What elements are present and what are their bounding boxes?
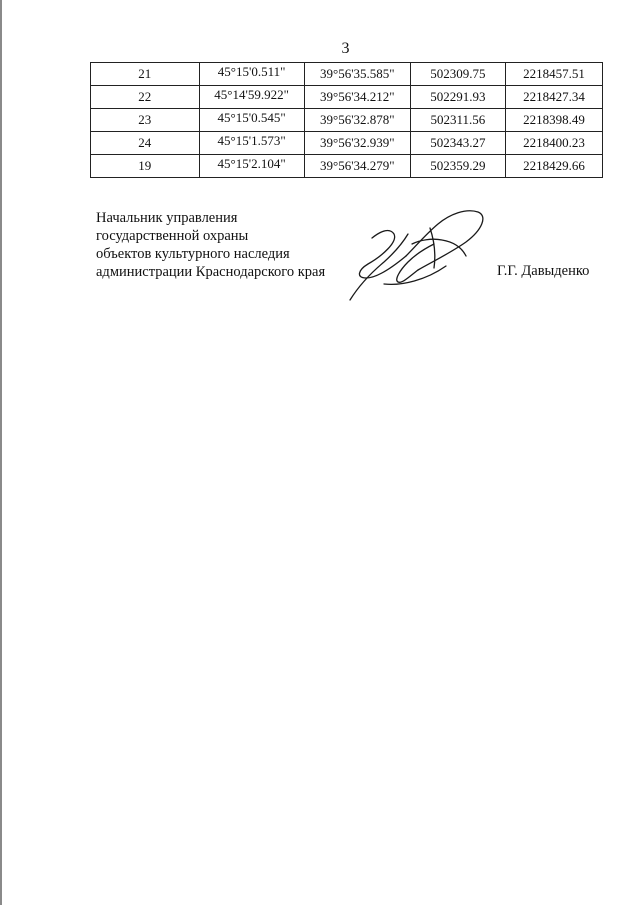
table-cell: 45°15'0.511"	[199, 63, 304, 86]
table-cell: 24	[91, 132, 200, 155]
table-cell: 502343.27	[410, 132, 505, 155]
table-cell: 2218429.66	[505, 155, 602, 178]
table-cell: 39°56'32.878"	[304, 109, 410, 132]
table-cell: 19	[91, 155, 200, 178]
table-cell: 21	[91, 63, 200, 86]
signer-title-line: Начальник управления	[96, 210, 238, 226]
signer-name: Г.Г. Давыденко	[497, 263, 590, 279]
table-cell: 39°56'34.279"	[304, 155, 410, 178]
table-cell: 502311.56	[410, 109, 505, 132]
table-row	[91, 132, 603, 155]
table-row	[91, 109, 603, 132]
table-cell: 45°14'59.922"	[199, 86, 304, 109]
page-number: 3	[341, 40, 350, 57]
table-cell: 2218427.34	[505, 86, 602, 109]
table-cell: 45°15'1.573"	[199, 132, 304, 155]
table-cell: 23	[91, 109, 200, 132]
table-cell: 502359.29	[410, 155, 505, 178]
table-cell: 502309.75	[410, 63, 505, 86]
table-row	[91, 86, 603, 109]
table-cell: 2218398.49	[505, 109, 602, 132]
table-row	[91, 155, 603, 178]
table-cell: 22	[91, 86, 200, 109]
table-cell: 39°56'34.212"	[304, 86, 410, 109]
table-row	[91, 63, 603, 86]
table-cell: 39°56'35.585"	[304, 63, 410, 86]
table-cell: 39°56'32.939"	[304, 132, 410, 155]
signer-title	[96, 209, 325, 281]
coordinates-table	[90, 62, 603, 178]
scan-edge	[0, 0, 2, 905]
signer-title-line: государственной охраны	[96, 228, 249, 244]
signer-title-line: объектов культурного наследия	[96, 246, 290, 262]
table-cell: 502291.93	[410, 86, 505, 109]
table-cell: 2218457.51	[505, 63, 602, 86]
signer-title-line: администрации Краснодарского края	[96, 264, 326, 280]
table-cell: 45°15'2.104"	[199, 155, 304, 178]
table-cell: 2218400.23	[505, 132, 602, 155]
table-cell: 45°15'0.545"	[199, 109, 304, 132]
handwritten-signature	[342, 204, 492, 304]
